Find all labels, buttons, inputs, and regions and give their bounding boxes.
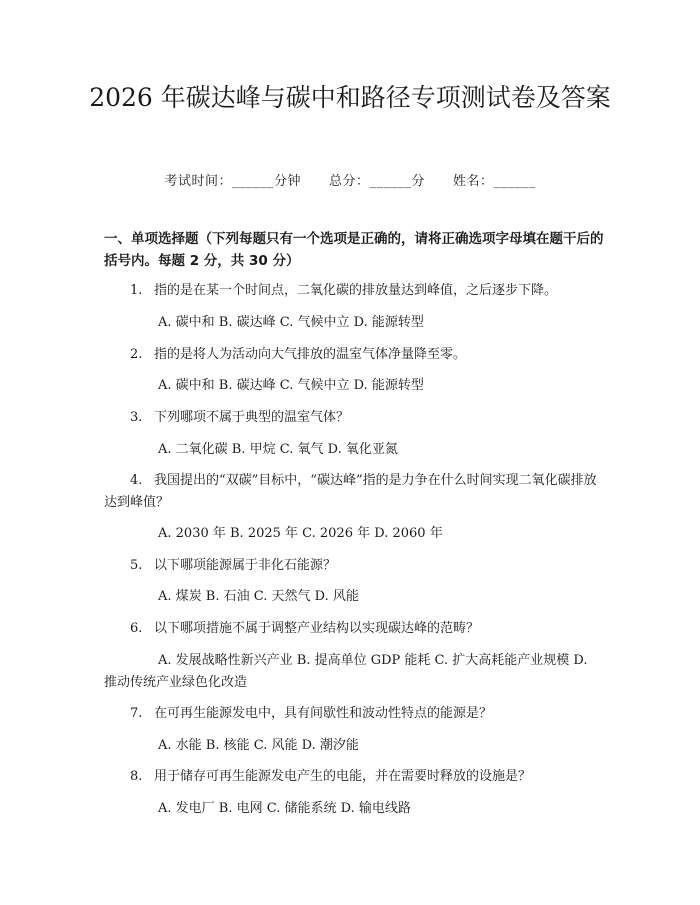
question-stem: [104, 766, 604, 788]
question-text: 我国提出的“双碳”目标中，“碳达峰”指的是力争在什么时间实现二氧化碳排放达到峰值？: [104, 473, 597, 510]
question-text: 下列哪项不属于典型的温室气体？: [154, 410, 350, 425]
question-number: 3.: [130, 410, 143, 425]
question-text: 以下哪项能源属于非化石能源？: [154, 558, 337, 573]
section-heading-single-choice: 一、单项选择题（下列每题只有一个选项是正确的，请将正确选项字母填在题干后的括号内。每题 2 分，共 30 分）: [104, 231, 604, 269]
total-score-field: 总分：______分: [328, 174, 425, 189]
question-number: 7.: [130, 706, 143, 721]
question-number: 6.: [130, 621, 143, 636]
question-text: 以下哪项措施不属于调整产业结构以实现碳达峰的范畴？: [154, 621, 480, 636]
question-text: 指的是将人为活动向大气排放的温室气体净量降至零。: [154, 347, 467, 362]
question-stem: [104, 344, 604, 366]
name-field: 姓名：______: [453, 174, 536, 189]
question-stem: [104, 407, 604, 429]
question-number: 5.: [130, 558, 143, 573]
question-options: A. 2030 年 B. 2025 年 C. 2026 年 D. 2060 年: [158, 526, 443, 541]
question-stem: [104, 280, 604, 302]
question-number: 2.: [130, 347, 143, 362]
exam-info-line: [0, 170, 700, 189]
question-text: 在可再生能源发电中，具有间歇性和波动性特点的能源是？: [154, 706, 493, 721]
question-stem: [104, 470, 604, 514]
question-options: A. 二氧化碳 B. 甲烷 C. 氧气 D. 氧化亚氮: [158, 442, 398, 457]
question-number: 4.: [130, 473, 143, 488]
question-options: A. 碳中和 B. 碳达峰 C. 气候中立 D. 能源转型: [158, 315, 424, 330]
exam-time-field: 考试时间：______分钟: [164, 174, 301, 189]
page-title: 2026 年碳达峰与碳中和路径专项测试卷及答案: [89, 83, 611, 112]
question-number: 8.: [130, 769, 143, 784]
question-text: 用于储存可再生能源发电产生的电能，并在需要时释放的设施是？: [154, 769, 532, 784]
question-stem: [104, 618, 604, 640]
question-stem: [104, 703, 604, 725]
question-options: A. 发电厂 B. 电网 C. 储能系统 D. 输电线路: [158, 801, 411, 816]
question-number: 1.: [130, 283, 143, 298]
question-options: A. 碳中和 B. 碳达峰 C. 气候中立 D. 能源转型: [158, 378, 424, 393]
question-text: 指的是在某一个时间点，二氧化碳的排放量达到峰值，之后逐步下降。: [154, 283, 558, 298]
question-options: A. 水能 B. 核能 C. 风能 D. 潮汐能: [158, 738, 359, 753]
question-options: A. 发展战略性新兴产业 B. 提高单位 GDP 能耗 C. 扩大高耗能产业规模 D. 推动传统产业绿色化改造: [104, 653, 588, 690]
question-options: A. 煤炭 B. 石油 C. 天然气 D. 风能: [158, 589, 359, 604]
question-stem: [104, 555, 604, 577]
